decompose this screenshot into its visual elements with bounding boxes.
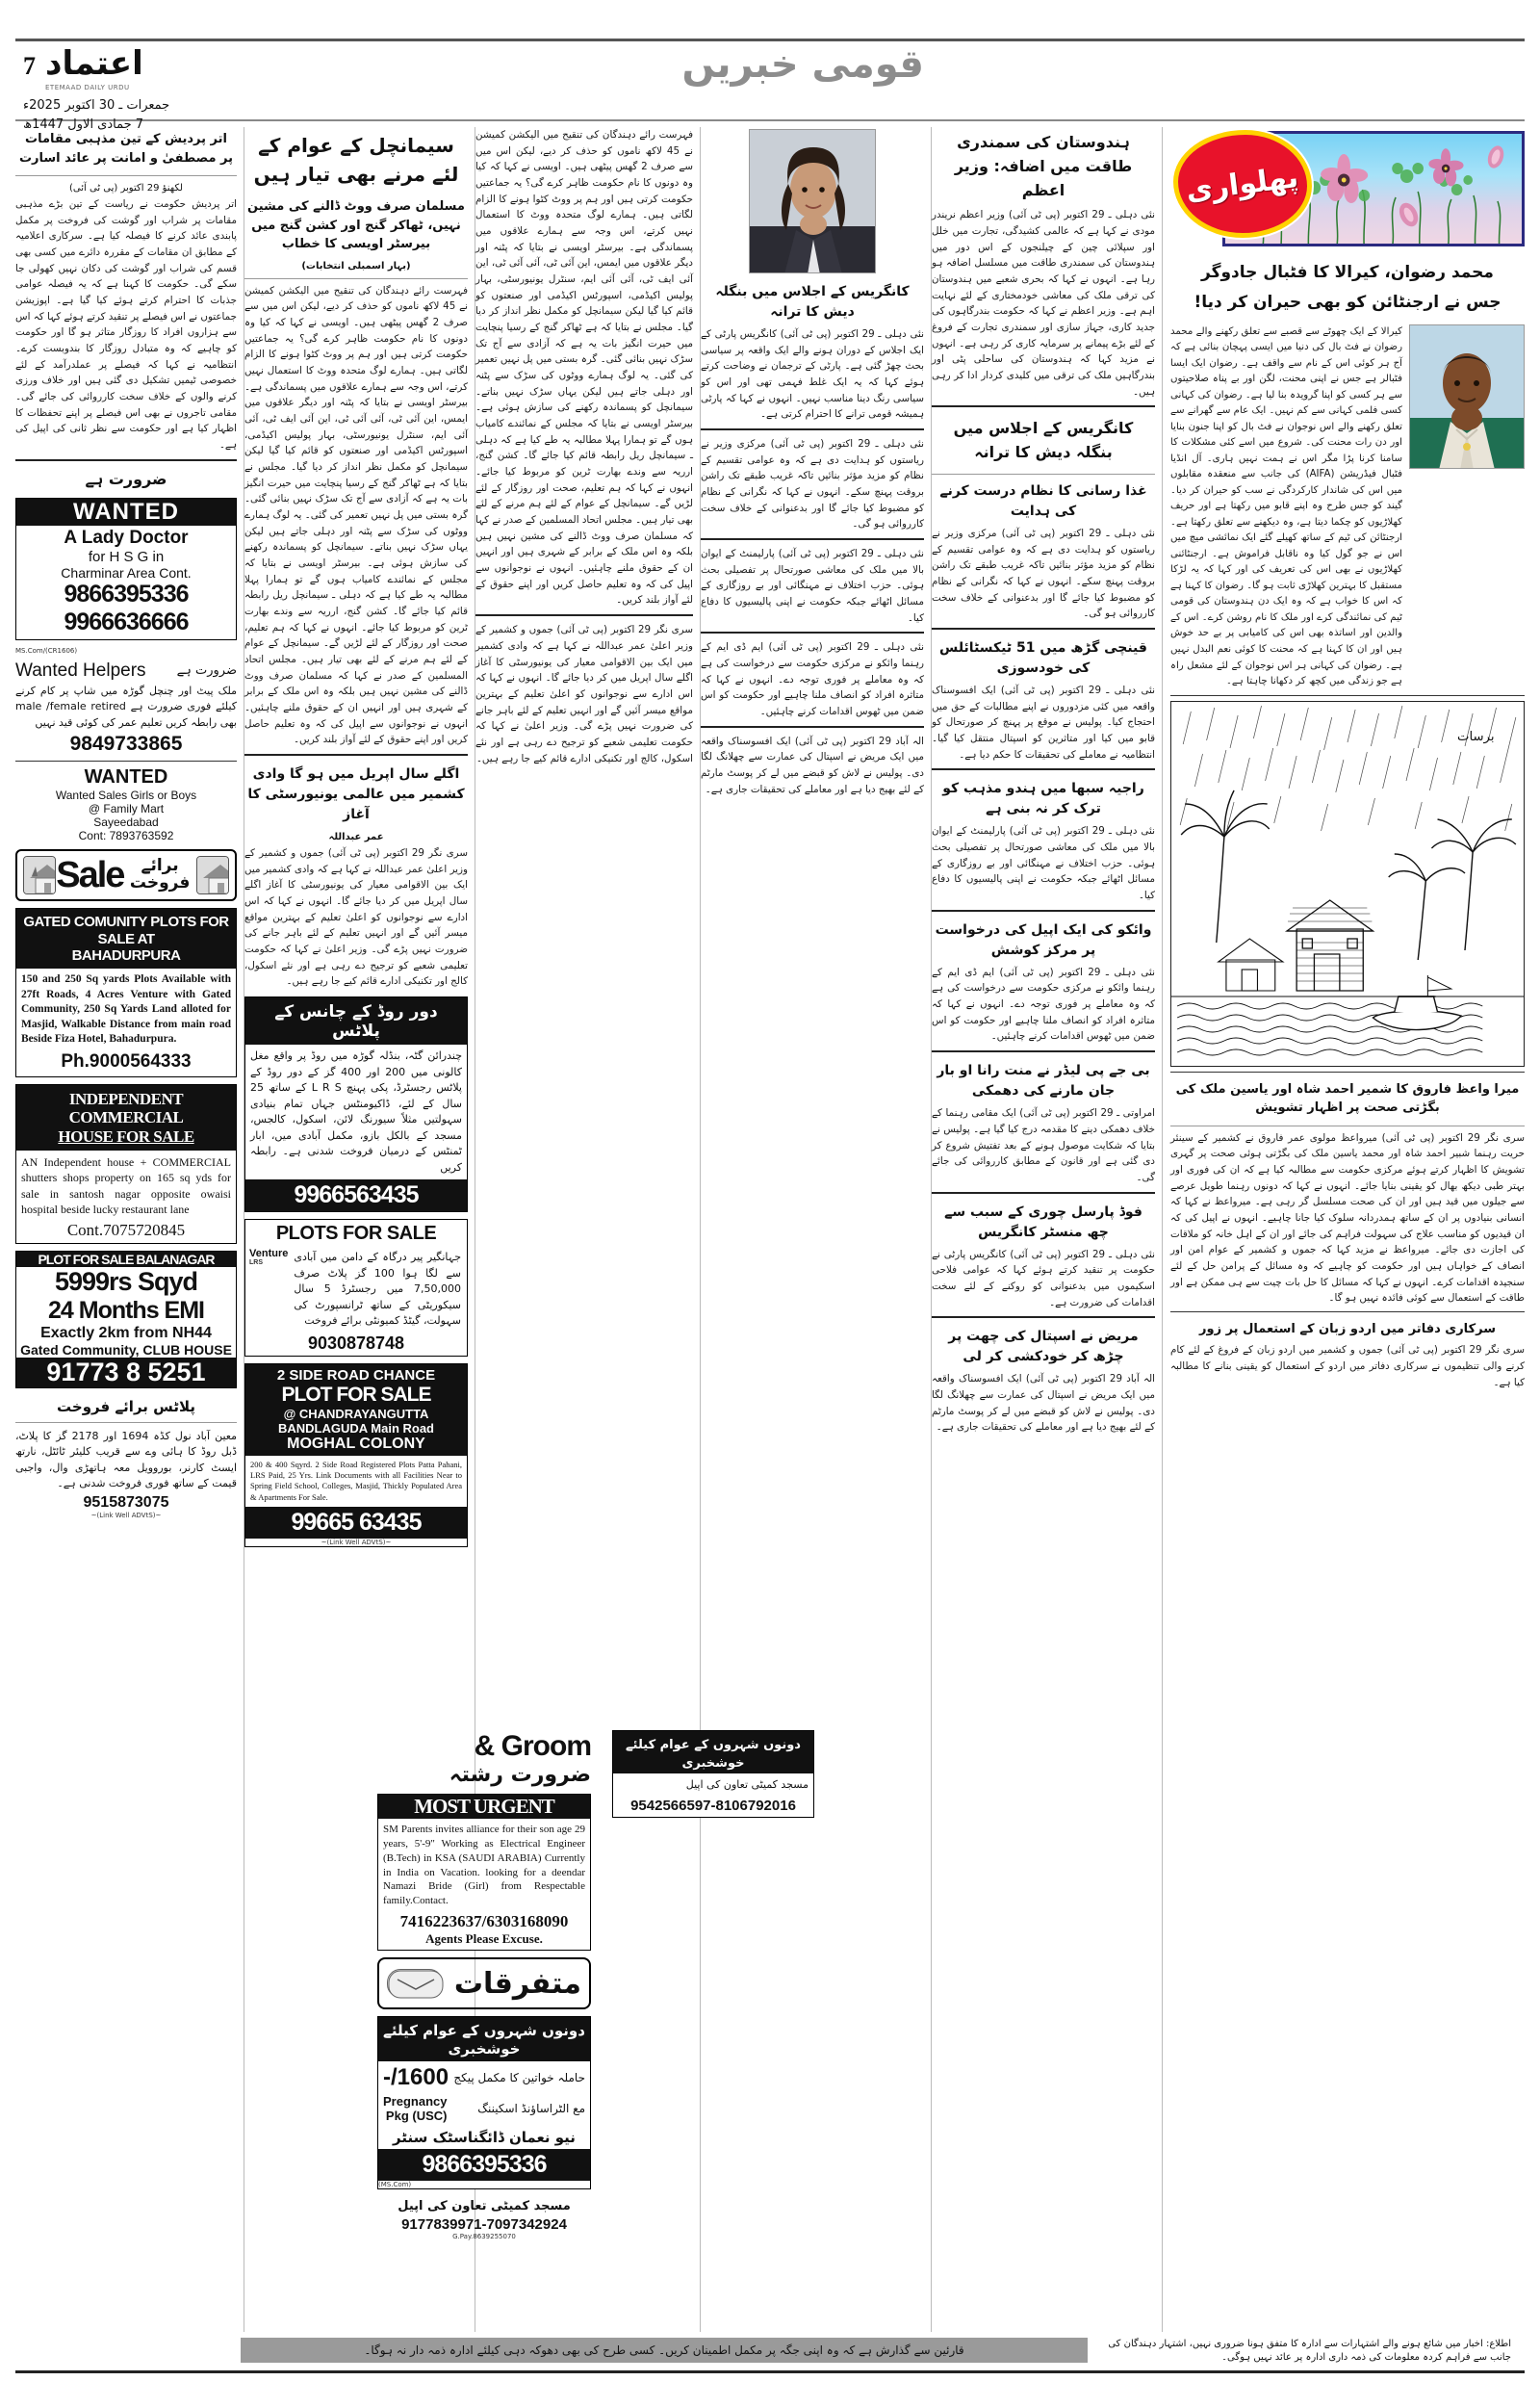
article-headline: بی جے پی لیڈر نے منت رانا او بار جان مارنے کی دھمکی	[937, 1063, 1150, 1100]
article-body-continued: سری نگر 29 اکتوبر (پی ٹی آئی) جموں و کشمیر کے وزیر اعلیٰ عمر عبداللہ نے کہا ہے کہ وادی کشمیر میں ایک بین الاقوامی معیار کی یونیورسٹی کا آغاز اگلے سال اپریل میں کر دیا جائے گا۔ انہوں نے کہا کہ اس ادارے سے نوجوانوں کو اعلیٰ تعلیم کے بہترین مواقع میسر آئیں گے اور انہیں تعلیم کے لئے باہر جانے کی ضرورت نہیں پڑے گی۔ وزیر اعلیٰ نے کہا کہ حکومت تعلیمی شعبے کو ترجیح دے رہی ہے اور نئے اسکول، کالج اور تکنیکی ادارے قائم کیے جا رہے ہیں۔	[475, 624, 693, 764]
lead-article-subheadline: مسلمان صرف ووٹ ڈالنے کی مشین نہیں، ٹھاکر گنج اور کشن گنج میں بیرسٹر اویسی کا خطاب	[247, 199, 465, 251]
ad-header-line-2: COMMERCIAL	[68, 1108, 184, 1127]
ad-phone[interactable]: 9966563435	[245, 1179, 467, 1211]
ad-phone-2[interactable]: 9966636666	[64, 608, 189, 635]
masthead	[0, 0, 1540, 132]
article-body-continued: فہرست رائے دہندگان کی تنقیح میں الیکشن کمیشن نے 45 لاکھ ناموں کو حذف کر دیے، لیکن اس میں سے صرف 2 گھس پیٹھی ہیں۔ اویسی نے کہا کہ کیا وہ دونوں کا نام حکومت ظاہر کرے گی؟ یہ جماعتیں حکومت کرتی ہیں اور ہم پر ووٹ کٹوا ہونے کا الزام لگاتی ہیں۔ ہمارے لوگ متحدہ ووٹ کا استعمال نہیں کرتے، اس وجہ سے ہمارے علاقوں میں پسماندگی ہے۔ بیرسٹر اویسی نے بتایا کہ پٹنہ اور دیگر علاقوں میں ایمس، این آئی ٹی، آئی آئی ٹی، این آئی ایف ٹی، آئی آئی ایم، سنٹرل یونیورسٹی، بہار پولیس اکیڈمی، اسپورٹس اکیڈمی اور صنعتوں کو قائم کیا گیا لیکن سیمانچل کو مکمل نظر انداز کر دیا گیا۔ مجلس نے بتایا کہ ہے ٹھاکر گنج کے رسیا پنچایت میں حیرت انگیز بات یہ ہے کہ آزادی سے آج تک سڑک نہیں بنائی گئی۔ گرہ بستی میں پل نہیں تعمیر کی گئی۔ یہ لوگ ہمارے ووٹوں کی سڑک سے پٹنہ اور دہلی جاتے ہیں لیکن یہاں سڑک نہیں بناتے۔ سیمانچل کو پسماندہ رکھنے کی سازش ہوئی ہے۔ بیرسٹر اویسی نے بتایا کہ مجلس کے نمائندے کامیاب ہوں گے تو ہمارا پہلا مطالبہ یہ طے کیا ہے کہ دہلی ـ سیمانچل ریل رابطہ قائم کیا جائے گا۔ کشن گنج، ارریہ سے وندے بھارت ٹرین کو مربوط کیا جائے۔ انہوں نے کہا کہ ہم تعلیم، صحت اور روزگار کے لئے لڑیں گے۔ سیمانچل کے عوام کے لئے ہم مرنے کے لئے بھی تیار ہیں۔ مجلس اتحاد المسلمین کے صدر نے کہا کہ مسلمان صرف ووٹ ڈالنے کی مشین نہیں ہیں بلکہ وہ اس ملک کے برابر کے شہری ہیں اور انہیں ان کے حقوق ملنے چاہئیں۔ انہوں نے نوجوانوں سے اپیل کی کہ وہ تعلیم حاصل کریں اور اپنے حقوق کے لئے آواز بلند کریں۔	[475, 129, 693, 607]
ads-disclaimer: اطلاع: اخبار میں شائع ہونے والے اشتہارات سے ادارہ کا متفق ہونا ضروری نہیں، اشتہار دہندگان کی جانب سے فراہم کردہ معلومات کی ذمہ داری ادارہ پر عائد نہیں ہوگی۔	[1108, 2339, 1511, 2363]
section-divider	[701, 428, 924, 430]
ad-header-line-1: GATED COMUNITY PLOTS FOR SALE AT	[23, 914, 229, 947]
ad-header-line-3: HOUSE FOR SALE	[58, 1126, 194, 1146]
ad-line-4: Gated Community, CLUB HOUSE	[20, 1341, 232, 1358]
article-body: سری نگر 29 اکتوبر (پی ٹی آئی) جموں و کشمیر کے وزیر اعلیٰ عمر عبداللہ نے کہا ہے کہ وادی کشمیر میں ایک بین الاقوامی معیار کی یونیورسٹی کا آغاز اگلے سال اپریل میں کر دیا جائے گا۔ انہوں نے کہا کہ اس ادارے سے نوجوانوں کو اعلیٰ تعلیم کے بہترین مواقع میسر آئیں گے اور انہیں تعلیم کے لئے باہر جانے کی ضرورت نہیں پڑے گی۔ وزیر اعلیٰ نے کہا کہ حکومت تعلیمی شعبے کو ترجیح دے رہی ہے اور نئے اسکول، کالج اور تکنیکی ادارے قائم کیے جا رہے ہیں۔	[244, 846, 468, 988]
article-headline: سرکاری دفاتر میں اردو زبان کے استعمال پر زور	[1199, 1321, 1496, 1336]
section-divider	[475, 614, 693, 616]
newspaper-logo: اعتماد	[45, 44, 143, 83]
ad-line-1: Wanted Sales Girls or Boys	[55, 789, 197, 803]
ad-line-1: 5999rs Sqyd	[54, 1266, 198, 1296]
ad-reference: (MS.Com)	[378, 2181, 412, 2189]
ad-line-2: PLOT FOR SALE	[281, 1383, 431, 1406]
article-body: نئی دہلی ـ 29 اکتوبر (پی ٹی آئی) کانگریس پارٹی نے حکومت پر تنقید کرتے ہوئے کہا کہ عوامی فلاحی اسکیموں میں بدعنوانی کو روکنے کے لئے سخت اقدامات کی ضرورت ہے۔	[932, 1248, 1155, 1308]
article-body: نئی دہلی ـ 29 اکتوبر (پی ٹی آئی) مرکزی وزیر نے ریاستوں کو ہدایت دی ہے کہ وہ عوامی تقسیم کے نظام کو مزید مؤثر بنائیں تاکہ غریب طبقے تک راشن بروقت پہنچ سکے۔ انہوں نے کہا کہ نگرانی کے نظام کو مضبوط کیا جائے گا اور بدعنوانی کے خلاف سخت کارروائی ہو گی۔	[932, 528, 1155, 620]
envelope-icon	[387, 1969, 443, 1998]
article-byline: عمر عبداللہ	[328, 831, 384, 842]
column-national-2	[701, 127, 924, 797]
ad-body: ملک پیٹ اور چنچل گوڑہ میں شاپ پر کام کرنے کیلئے فوری ضرورت ہے male /female retired بھی رابطہ کریں تعلیم عمر کی کوئی قید نہیں	[15, 684, 237, 729]
ad-line-4: BANDLAGUDA Main Road	[277, 1420, 434, 1436]
ad-en-line-2: Pkg (USC)	[385, 2109, 448, 2124]
ad-header: PLOT FOR SALE BALANAGAR	[16, 1252, 236, 1267]
ad-wanted-sales-staff[interactable]	[15, 766, 237, 842]
article-body: نئی دہلی ـ 29 اکتوبر (پی ٹی آئی) وزیر اعظم نریندر مودی نے کہا ہے کہ عالمی کشیدگی، تجارت میں خلل اور سپلائی چین کے چیلنجوں کے اس دور میں ہندوستان کی سمندری طاقت میں مسلسل اضافہ ہو رہا ہے۔ انہوں نے کہا کہ بحری شعبے میں ہندوستان کی ترقی ملک کی معاشی خودمختاری کے لئے نہایت اہم ہے۔ وزیر اعظم نے کہا کہ حکومت بندرگاہوں کی جدید کاری، جہاز سازی اور سمندری تجارت کے فروغ کے لئے بڑے پیمانے پر سرمایہ کاری کر رہی ہے۔ انہوں نے مزید کہا کہ ہندوستان کی ساحلی پٹی اور بندرگاہیں ملک کی ترقی میں کلیدی کردار ادا کر رہی ہیں۔	[932, 209, 1155, 398]
ad-line-3: @ CHANDRAYANGUTTA	[283, 1406, 429, 1421]
section-divider	[932, 1050, 1155, 1052]
house-icon	[23, 856, 56, 894]
ad-reference: MS.Com/(CR1606)	[15, 646, 78, 655]
section-divider	[1170, 695, 1525, 696]
article-headline: اتر پردیش کے تین مذہبی مقامات پر مصطفیٰ و امانت پر عائد اسارت	[18, 132, 234, 166]
section-divider	[932, 1192, 1155, 1194]
ad-header: MOST URGENT	[378, 1795, 590, 1819]
divider	[15, 1422, 237, 1423]
ad-contact[interactable]: Cont: 7893763592	[78, 829, 174, 843]
ad-header-line-1: INDEPENDENT	[68, 1089, 184, 1108]
ad-independent-commercial-house[interactable]	[15, 1084, 237, 1244]
article-body: کیرالا کے ایک چھوٹے سے قصبے سے تعلق رکھنے والے محمد رضوان نے فٹ بال کی دنیا میں ایسی پہچان بنائی ہے کہ آج ہر کوئی اس کے نام سے واقف ہے۔ رضوان ایک ایسا فٹبالر ہے جس نے اپنی محنت، لگن اور بے پناہ صلاحیتوں سے ہر کسی کو اپنا گرویدہ بنا لیا ہے۔ رضوان کی کہانی کسی فلمی کہانی سے کم نہیں۔ ایک عام سے گھرانے سے تعلق رکھنے والے اس نوجوان نے فٹ بال کو اپنا جنون بنایا اور دن رات محنت کی۔ شروع میں اسے کئی مشکلات کا سامنا کرنا پڑا مگر اس نے ہمت نہیں ہاری۔ آل انڈیا فٹبال فیڈریشن (AIFA) کی جانب سے منعقدہ مقابلوں میں اس کی شاندار کارکردگی نے سب کو حیران کر دیا۔ گیند کو جس طرح وہ اپنے قابو میں رکھتا ہے اور حریف کھلاڑیوں کو چکما دیتا ہے، وہ دیکھنے سے تعلق رکھتا ہے۔ ارجنٹائن کی ٹیم کے ساتھ کھیلے گئے ایک نمائشی میچ میں اس نے جو گول کیا وہ ناقابل فراموش ہے۔ ارجنٹائنی کھلاڑیوں نے بھی اس کی تعریف کی اور کہا کہ یہ لڑکا مستقبل کا بہترین کھلاڑی ثابت ہو گا۔ رضوان کا کہنا ہے کہ اس کا خواب ہے کہ وہ ایک دن ہندوستان کی قومی ٹیم کی نمائندگی کرے اور ملک کا نام روشن کرے۔ اس کے والدین اور اساتذہ بھی اس کی کامیابی پر بے حد خوش ہیں اور ان کا کہنا ہے کہ محنت کا کوئی نعم البدل نہیں ہے۔ رضوان کی کہانی ہر اس نوجوان کے لئے مشعل راہ ہے جو زندگی میں کچھ کر دکھانا چاہتا ہے۔	[1170, 325, 1402, 687]
section-divider	[932, 910, 1155, 912]
matrimonial-block	[377, 1723, 591, 2240]
ad-body: معین آباد نول کڈہ 1694 اور 2178 گز کا پلاٹ، ڈبل روڈ کا ہائی وے سے قریب کلیئر ٹائٹل، نارتھ ایسٹ کارنر، بوروویل معہ ہاتھڑی وال، واجبی قیمت کے ساتھ فوری فروخت شدنی ہے۔	[15, 1429, 237, 1490]
svg-text:برسات: برسات	[1457, 729, 1495, 744]
rainy-village-svg	[1171, 702, 1524, 1066]
section-divider	[701, 726, 924, 728]
article-body-continued: نئی دہلی ـ 29 اکتوبر (پی ٹی آئی) ایم ڈی ایم کے رہنما وائکو نے مرکزی حکومت سے درخواست کی ہے کہ وہ معاملے پر فوری توجہ دے۔ انہوں نے کہا کہ متاثرہ افراد کو انصاف ملنا چاہیے اور حکومت کو اس ضمن میں ٹھوس اقدامات کرنے چاہئیں۔	[701, 641, 924, 718]
ad-contact[interactable]: Cont.7075720845	[66, 1220, 186, 1239]
ad-line-3: Exactly 2km from NH44	[40, 1324, 212, 1341]
ad-body: مسجد کمیٹی تعاون کی اپیل	[685, 1778, 808, 1791]
masthead-logo-block	[23, 44, 341, 134]
lead-article-byline: (بہار اسمبلی انتخابات)	[301, 260, 411, 272]
article-headline: اگلے سال اپریل میں ہو گا وادی کشمیر میں عالمی یونیورسٹی کا آغاز	[247, 765, 465, 822]
ad-sale-label-en: Sale	[56, 854, 124, 895]
ad-phone[interactable]: Ph.9000564333	[61, 1050, 192, 1072]
ad-phone[interactable]: 99665 63435	[245, 1507, 467, 1539]
house-icon-2	[196, 856, 229, 894]
lead-article-body: فہرست رائے دہندگان کی تنقیح میں الیکشن کمیشن نے 45 لاکھ ناموں کو حذف کر دیے، لیکن اس میں سے صرف 2 گھس پیٹھی ہیں۔ اویسی نے کہا کہ کیا وہ دونوں کا نام حکومت ظاہر کرے گی؟ یہ جماعتیں حکومت کرتی ہیں اور ہم پر ووٹ کٹوا ہونے کا الزام لگاتی ہیں۔ ہمارے لوگ متحدہ ووٹ کا استعمال نہیں کرتے، اس وجہ سے ہمارے علاقوں میں پسماندگی ہے۔ بیرسٹر اویسی نے بتایا کہ پٹنہ اور دیگر علاقوں میں ایمس، این آئی ٹی، آئی آئی ٹی، این آئی ایف ٹی، آئی آئی ایم، سنٹرل یونیورسٹی، بہار پولیس اکیڈمی، اسپورٹس اکیڈمی اور صنعتوں کو قائم کیا گیا لیکن سیمانچل کو مکمل نظر انداز کر دیا گیا۔ مجلس نے بتایا کہ ہے ٹھاکر گنج کے رسیا پنچایت میں حیرت انگیز بات یہ ہے کہ آزادی سے آج تک سڑک نہیں بنائی گئی۔ گرہ بستی میں پل نہیں تعمیر کی گئی۔ یہ لوگ ہمارے ووٹوں کی سڑک سے پٹنہ اور دہلی جاتے ہیں لیکن یہاں سڑک نہیں بناتے۔ سیمانچل کو پسماندہ رکھنے کی سازش ہوئی ہے۔ بیرسٹر اویسی نے بتایا کہ مجلس کے نمائندے کامیاب ہوں گے تو ہمارا پہلا مطالبہ یہ طے کیا ہے کہ دہلی ـ سیمانچل ریل رابطہ قائم کیا جائے گا۔ کشن گنج، ارریہ سے وندے بھارت ٹرین کو مربوط کیا جائے۔ انہوں نے کہا کہ ہم تعلیم، صحت اور روزگار کے لئے لڑیں گے۔ سیمانچل کے عوام کے لئے ہم مرنے کے لئے بھی تیار ہیں۔ مجلس اتحاد المسلمین کے صدر نے کہا کہ مسلمان صرف ووٹ ڈالنے کی مشین نہیں ہیں بلکہ وہ اس ملک کے برابر کے شہری ہیں اور انہیں ان کے حقوق ملنے چاہئیں۔ انہوں نے نوجوانوں سے اپیل کی کہ وہ تعلیم حاصل کریں اور اپنے حقوق کے لئے آواز بلند کریں۔	[244, 284, 468, 746]
ad-title: پلاٹس برائے فروخت	[57, 1397, 195, 1415]
ad-bride-groom-banner	[377, 1730, 591, 1787]
article-headline: وائکو کی ایک اپیل کی درخواست پر مرکز کوشش	[935, 921, 1152, 958]
article-body: امراوتی ـ 29 اکتوبر (پی ٹی آئی) ایک مقامی رہنما کے خلاف دھمکی دینے کا مقدمہ درج کیا گیا ہے۔ پولیس نے بتایا کہ شکایت موصول ہونے کے بعد تفتیش شروع کر دی گئی ہے اور قانون کے مطابق کارروائی کی جائے گی۔	[932, 1107, 1156, 1183]
phulwari-banner	[1170, 127, 1525, 250]
article-body-continued: نئی دہلی ـ 29 اکتوبر (پی ٹی آئی) کانگریس پارٹی کے ایک اجلاس کے دوران ہونے والے ایک واقعہ پر سیاسی بحث چھڑ گئی ہے۔ پارٹی کے ترجمان نے وضاحت کرتے ہوئے کہا کہ یہ ایک غلط فہمی تھی اور اس کو سیاسی رنگ دینا مناسب نہیں۔ انہوں نے کہا کہ پارٹی ہمیشہ قومی ترانے کا احترام کرتی ہے۔	[701, 328, 924, 421]
small-ads-block	[612, 1723, 814, 1825]
ad-urdu-prefix: ضرورت ہے	[176, 663, 237, 679]
article-body: نئی دہلی ـ 29 اکتوبر (پی ٹی آئی) ایک افسوسناک واقعہ میں کئی مزدوروں نے اپنے مطالبات کے حق میں احتجاج کیا۔ پولیس نے موقع پر پہنچ کر صورتحال کو قابو میں کیا اور متاثرین کو اسپتال منتقل کیا گیا۔ انتظامیہ نے معاملے کی تحقیقات کا حکم دیا ہے۔	[932, 685, 1155, 761]
divider	[15, 761, 237, 762]
ad-line-5: MOGHAL COLONY	[287, 1435, 425, 1452]
ad-phone[interactable]: 7416223637/6303168090	[399, 1912, 569, 1931]
article-headline: کانگریس کے اجلاس میں بنگلہ دیش کا ترانہ	[715, 284, 910, 320]
ad-header-box	[16, 909, 236, 969]
illustration-rainy-village	[1170, 701, 1525, 1067]
ad-gated-community-plots[interactable]	[15, 908, 237, 1076]
ad-plot-balanagar[interactable]	[15, 1251, 237, 1388]
ad-phone[interactable]: 9849733865	[69, 733, 183, 756]
article-body: نئی دہلی ـ 29 اکتوبر (پی ٹی آئی) پارلیمنٹ کے ایوان بالا میں ملک کی معاشی صورتحال پر تفصیلی بحث ہوئی۔ حزب اختلاف نے مہنگائی اور بے روزگاری کے مسائل اٹھائے جبکہ حکومت نے اپنی پالیسیوں کا دفاع کیا۔	[932, 825, 1155, 902]
photo-young-woman	[749, 129, 876, 273]
column-national-1	[932, 127, 1155, 1436]
divider	[932, 474, 1155, 475]
ad-header: PLOTS FOR SALE	[275, 1223, 437, 1245]
date-line-hijri: 7 جمادی الاول 1447ھ	[23, 116, 144, 132]
ad-header: دونوں شہروں کے عوام کیلئے خوشخبری	[626, 1738, 801, 1771]
ad-mutafarriqat-banner	[377, 1957, 591, 2009]
ad-masjid-appeal[interactable]	[377, 2196, 591, 2240]
ad-phone[interactable]: 91773 8 5251	[16, 1358, 236, 1387]
ad-header: WANTED	[16, 499, 236, 526]
portrait-boy-svg	[1410, 325, 1524, 469]
article-body-continued: الہ آباد 29 اکتوبر (پی ٹی آئی) ایک افسوسناک واقعہ میں ایک مریض نے اسپتال کی عمارت سے چھلانگ لگا دی۔ پولیس نے لاش کو قبضے میں لے کر پوسٹ مارٹم کے لئے بھیج دیا ہے اور معاملے کی تحقیقات جاری ہے۔	[701, 735, 925, 795]
article-subheadline: غذا رسانی کا نظام درست کرنے کی ہدایت	[939, 483, 1147, 520]
article-headline: ہندوستان کی سمندری طاقت میں اضافہ: وزیر اعظم	[954, 133, 1133, 199]
ad-phone[interactable]: 9866395336	[378, 2149, 590, 2181]
ad-center-name: نیو نعمان ڈائگناسٹک سنٹر	[393, 2129, 576, 2147]
article-headline: میرا واعظ فاروق کا شمیر احمد شاہ اور یاسین ملک کی بگڑتی صحت پر اظہار تشویش	[1175, 1081, 1520, 1116]
ad-plots-urdu[interactable]	[15, 1395, 237, 1519]
article-body: نئی دہلی ـ 29 اکتوبر (پی ٹی آئی) ایم ڈی ایم کے رہنما وائکو نے مرکزی حکومت سے درخواست کی ہے کہ وہ معاملے پر فوری توجہ دے۔ انہوں نے کہا کہ متاثرہ افراد کو انصاف ملنا چاہیے اور حکومت کو اس ضمن میں ٹھوس اقدامات کرنے چاہئیں۔	[932, 966, 1155, 1043]
section-divider	[932, 628, 1155, 630]
ad-line-3: Sayeedabad	[93, 815, 159, 830]
ad-header: WANTED	[84, 766, 168, 789]
ad-body: 150 and 250 Sq yards Plots Available with 27ft Roads, 4 Acres Venture with Gated Community, 250 Sq Yards Land alloted for Masjid, Walkable Distance from main road Beside Fiza Hotel, Bahadurpura.	[21, 973, 231, 1046]
article-headline: راجیہ سبھا میں ہندو مذہب کو ترک کر نہ بنی ہے	[942, 781, 1144, 817]
article-headline: قینچی گڑھ میں 51 ٹیکسٹائلس کی خودسوزی	[939, 640, 1147, 677]
house-icon-svg	[24, 857, 56, 894]
ad-reference: ~(Link Well ADVtS)~	[321, 1539, 392, 1547]
column-classifieds	[15, 127, 237, 1519]
article-headline: محمد رضوان، کیرالا کا فٹبال جادوگر	[1201, 263, 1494, 282]
ad-note: G.Pay.8639255070	[452, 2233, 516, 2241]
column-lead-article	[244, 127, 468, 1554]
ad-phone[interactable]: 9030878748	[307, 1333, 405, 1353]
section-divider	[1170, 1072, 1525, 1073]
ad-en-line-1: Pregnancy	[383, 2094, 448, 2109]
date-line-gregorian: جمعرات ـ 30 اکتوبر 2025ء	[23, 98, 170, 113]
ad-urdu-right: مع الٹراساؤنڈ اسکیننگ	[477, 2102, 585, 2116]
article-body: سری نگر 29 اکتوبر (پی ٹی آئی) جموں و کشمیر میں اردو زبان کے فروغ کے لئے کام کرنے والی تنظیموں نے سرکاری دفاتر میں اردو کے استعمال کو یقینی بنانے کا مطالبہ کیا ہے۔	[1170, 1344, 1526, 1388]
ad-groom-label-ur: ضرورت رشتہ	[449, 1763, 591, 1787]
article-dateline: لکھنؤ 29 اکتوبر (پی ٹی آئی)	[69, 183, 183, 194]
ad-header-box	[16, 1085, 236, 1152]
article-headline: فوڈ پارسل چوری کے سبب سے چھ منسٹر کانگریس	[944, 1204, 1142, 1240]
phulwari-badge	[1170, 127, 1315, 241]
ad-title-en: Wanted Helpers	[15, 660, 146, 681]
reader-disclaimer: قارئین سے گذارش ہے کہ وہ اپنی جگہ پر مکمل اطمینان کریں۔ کسی طرح کی بھی دھوکہ دہی کیلئے ادارہ ذمہ دار نہ ہوگا۔	[241, 2338, 1088, 2363]
ad-phone[interactable]: 9542566597-8106792016	[630, 1797, 796, 1814]
divider	[15, 175, 237, 176]
section-title: قومی خبریں	[681, 42, 924, 87]
article-body: سری نگر 29 اکتوبر (پی ٹی آئی) میرواعظ مولوی عمر فاروق نے کشمیر کے سینئر حریت رہنما شبیر احمد شاہ اور محمد یاسین ملک کی بگڑتی ہوئی صحت پر گہری تشویش کا اظہار کرتے ہوئے مرکزی حکومت سے مطالبہ کیا ہے کہ ان کی فوری اور بہتر طبی دیکھ بھال کو یقینی بنایا جائے۔ انہوں نے کہا کہ دونوں رہنما طویل عرصے سے جیلوں میں قید ہیں اور ان کی صحت مسلسل گر رہی ہے۔ میرواعظ نے کہا کہ انسانی بنیادوں پر ان کے ساتھ ہمدردانہ سلوک کیا جانا چاہیے۔ انہوں نے اپیل کی کہ ان قیدیوں کو مناسب علاج کی سہولت فراہم کی جائے اور ان کے اہل خانہ کو ملاقات کی اجازت دی جائے۔ میرواعظ نے مزید کہا کہ جموں و کشمیر کے عوام امن اور انصاف کے خواہاں ہیں اور حکومت کو چاہیے کہ وہ مسائل کے پرامن حل کے لئے سنجیدہ اقدامات کرے۔ انہوں نے کہا کہ مسائل کا حل بات چیت سے ہی ممکن ہے اور طاقت کے استعمال سے کوئی فائدہ نہیں ہو گا۔	[1170, 1131, 1525, 1305]
ad-door-road-plots[interactable]	[244, 996, 468, 1212]
section-divider	[15, 459, 237, 461]
ad-line-1: 2 SIDE ROAD CHANCE	[276, 1366, 436, 1384]
section-divider	[932, 405, 1155, 407]
phulwari-title: پھلواری	[1184, 160, 1301, 208]
ad-most-urgent-matrimonial[interactable]	[377, 1794, 591, 1951]
column-grid	[15, 127, 1525, 2332]
ad-body: SM Parents invites alliance for their son age 29 years, 5'-9" Working as Electrical Engineer (B.Tech) in KSA (SAUDI ARABIA) Currently in India on Vacation. looking for a deendar Namazi Bride (Girl) from Respectable family.Contact.	[383, 1824, 585, 1907]
ad-wanted-lady-doctor[interactable]	[15, 498, 237, 640]
footer-rule	[15, 2370, 1525, 2373]
ad-line-1: A Lady Doctor	[64, 527, 189, 548]
ad-title: دور روڈ کے چانس کے پلاٹس	[274, 1002, 438, 1042]
ad-groom-label-en: & Groom	[474, 1730, 591, 1762]
ad-sale-banner	[15, 849, 237, 901]
ad-body: AN Independent house + COMMERCIAL shutters shops property on 165 sq yds for sale in santosh nagar opposite owaisi hospital beside lucky restaurant lane	[21, 1155, 231, 1216]
ad-wanted-helpers[interactable]	[15, 660, 237, 757]
ad-two-side-road-plot[interactable]	[244, 1363, 468, 1548]
article-body-continued: نئی دہلی ـ 29 اکتوبر (پی ٹی آئی) مرکزی وزیر نے ریاستوں کو ہدایت دی ہے کہ وہ عوامی تقسیم کے نظام کو مزید مؤثر بنائیں تاکہ غریب طبقے تک راشن بروقت پہنچ سکے۔ انہوں نے کہا کہ نگرانی کے نظام کو مضبوط کیا جائے گا اور بدعنوانی کے خلاف سخت کارروائی ہو گی۔	[701, 438, 924, 531]
column-divider	[1162, 127, 1163, 2332]
section-divider	[244, 754, 468, 756]
envelope-icon-svg	[388, 1970, 444, 1999]
masthead-top-rule	[15, 39, 1525, 41]
house-icon-svg-2	[197, 857, 229, 894]
ad-coop-appeal[interactable]	[612, 1730, 814, 1818]
ad-line-2: for H S G in	[88, 548, 165, 565]
section-divider	[701, 538, 924, 540]
ad-phone[interactable]: 9515873075	[83, 1493, 169, 1511]
ad-price: 1600/-	[383, 2064, 449, 2091]
article-body-continued: نئی دہلی ـ 29 اکتوبر (پی ٹی آئی) پارلیمنٹ کے ایوان بالا میں ملک کی معاشی صورتحال پر تفصیلی بحث ہوئی۔ حزب اختلاف نے مہنگائی اور بے روزگاری کے مسائل اٹھائے جبکہ حکومت نے اپنی پالیسیوں کا دفاع کیا۔	[701, 548, 924, 624]
ad-header-line-2: BAHADURPURA	[71, 946, 181, 964]
ad-title: مسجد کمیٹی تعاون کی اپیل	[398, 2199, 571, 2214]
newspaper-logo-subtitle: ETEMAAD DAILY URDU	[45, 84, 130, 91]
ad-reference: ~(Link Well ADVtS)~	[90, 1511, 162, 1519]
column-phulwari	[1170, 127, 1525, 1390]
ad-phone[interactable]: 9177839971-7097342924	[401, 2216, 567, 2234]
article-subheadline: جس نے ارجنٹائن کو بھی حیران کر دیا!	[1194, 293, 1502, 313]
ad-line-2: @ Family Mart	[88, 802, 165, 816]
section-divider	[932, 1316, 1155, 1318]
article-headline: کانگریس کے اجلاس میں بنگلہ دیش کا ترانہ	[953, 419, 1134, 462]
ad-phone-1[interactable]: 9866395336	[64, 580, 189, 608]
lead-article-headline: سیمانچل کے عوام کے لئے مرنے بھی تیار ہیں	[253, 134, 459, 186]
ad-line-2: 24 Months EMI	[47, 1296, 204, 1324]
ad-venture-label: Venture	[249, 1248, 289, 1260]
article-body: الہ آباد 29 اکتوبر (پی ٹی آئی) ایک افسوسناک واقعہ میں ایک مریض نے اسپتال کی عمارت سے چھلانگ لگا دی۔ پولیس نے لاش کو قبضے میں لے کر پوسٹ مارٹم کے لئے بھیج دیا ہے اور معاملے کی تحقیقات جاری ہے۔	[932, 1373, 1156, 1434]
ad-body: جہانگیر پیر درگاہ کے دامن میں آبادی سے لگا ہوا 100 گز پلاٹ صرف 7,50,000 میں رجسٹرڈ 5 سال سیکوریٹی کے ساتھ ٹرانسپورٹ کی سہولت، گیٹڈ کمیونٹی برائے فروخت	[294, 1251, 461, 1328]
article-headline: مریض نے اسپتال کی چھت پر چڑھ کر خودکشی کر لی	[948, 1329, 1139, 1365]
ad-body: 200 & 400 Sqyrd. 2 Side Road Registered Plots Patta Pahani, LRS Paid, 25 Yrs. Link Documents with all Facilities Near to Spring Field School, Colleges, Masjid, Thickly Populated Area & Apartments For Sale.	[250, 1459, 462, 1502]
divider	[244, 278, 468, 279]
ad-plots-for-sale[interactable]	[244, 1219, 468, 1357]
column-national-3	[475, 127, 693, 766]
ad-line-3: Charminar Area Cont.	[61, 564, 192, 581]
portrait-girl-svg	[750, 130, 876, 273]
article-body: اتر پردیش حکومت نے ریاست کے تین بڑے مذہبی مقامات پر شراب اور گوشت کی فروخت پر مکمل پابندی عائد کرنے کا فیصلہ کیا ہے۔ سرکاری اعلامیہ کے مطابق ان مقامات کے مقررہ دائرے میں کسی بھی قسم کی شراب اور گوشت کی دکان نہیں کھولی جا سکے گی۔ حکومت کا کہنا ہے کہ یہ فیصلہ عوامی جذبات کا احترام کرتے ہوئے کیا گیا ہے۔ اپوزیشن جماعتوں نے اس فیصلے پر تنقید کرتے ہوئے کہا کہ اس سے ہزاروں افراد کا روزگار متاثر ہو گا اور حکومت کو چاہیے کہ وہ متبادل روزگار کا بندوبست کرے۔ انتظامیہ نے کہا کہ فیصلے پر عملدرآمد کے لئے خصوصی ٹیمیں تشکیل دی گئی ہیں اور خلاف ورزی کرنے والوں کے خلاف سخت کارروائی کی جائے گی۔ مقامی تاجروں نے بھی اس فیصلے پر اپنے تحفظات کا اظہار کیا ہے اور حکومت سے نظر ثانی کی اپیل کی ہے۔	[15, 198, 237, 452]
ad-body: چندرائن گٹہ، بنڈلہ گوڑہ میں روڈ پر واقع مغل کالونی میں 200 اور 400 گز کے دور روڈ کے پلاٹس رجسٹرڈ، پکی پہنچ L R S کے ساتھ 25 سال کے لئے، ڈاکیومنٹس جہاں تمام بنیادی سہولتیں مثلاً سیورنگ لائن، اسکول، کالجس، مسجد کے بالکل بازو، مکمل آبادی میں، ابار ٹمنٹس کے درمیان فروخت شدنی ہے۔ رابطہ کریں	[250, 1049, 462, 1174]
ad-section-title: متفرقات	[453, 1966, 581, 2001]
section-divider	[932, 768, 1155, 770]
section-divider	[1170, 1311, 1525, 1312]
ad-urdu-left: حاملہ خواتین کا مکمل پیکج	[453, 2071, 585, 2085]
ad-note: Agents Please Excuse.	[425, 1931, 543, 1947]
ad-sale-label-ur: برائے فروخت	[129, 856, 191, 893]
ad-section-label: ضرورت ہے	[85, 469, 167, 488]
ad-lrs-label: LRS	[249, 1259, 263, 1267]
photo-young-man	[1409, 324, 1525, 469]
section-divider	[701, 632, 924, 634]
ad-header: دونوں شہروں کے عوام کیلئے خوشخبری	[383, 2022, 585, 2058]
page-number: 7	[23, 52, 36, 80]
ad-pregnancy-package[interactable]	[377, 2016, 591, 2189]
